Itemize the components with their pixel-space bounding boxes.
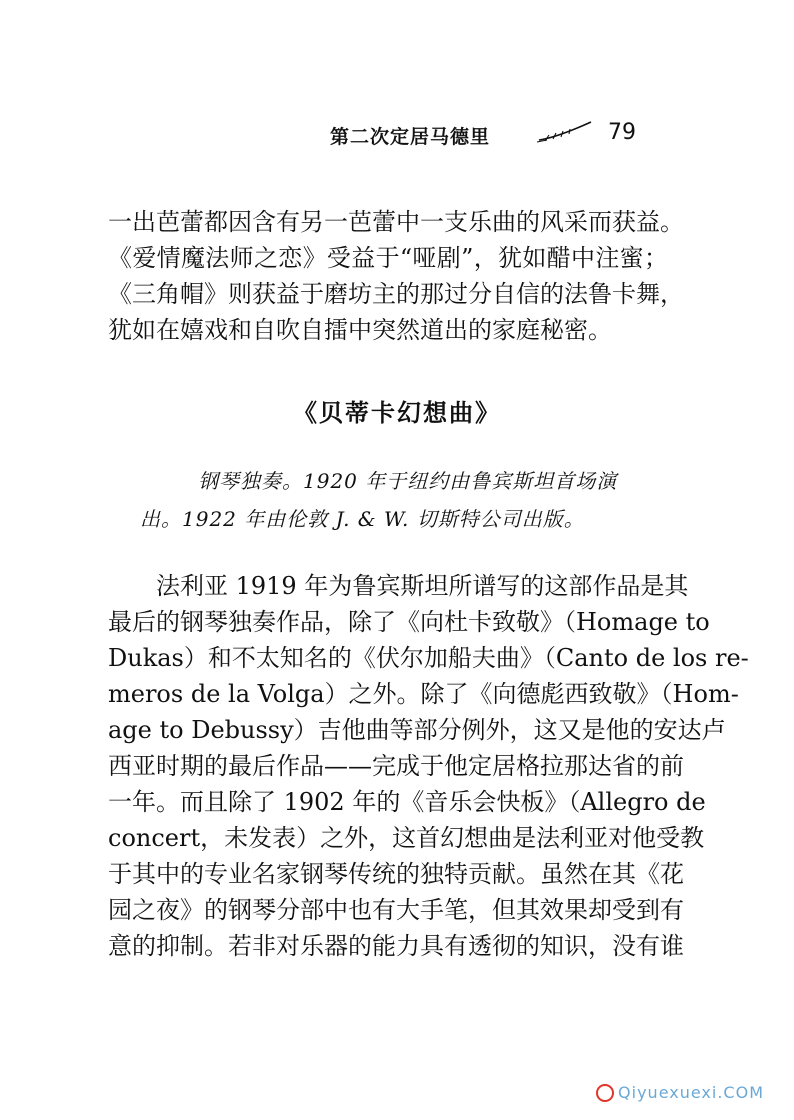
top-paragraph <box>108 204 684 348</box>
text-line: 一出芭蕾都因含有另一芭蕾中一支乐曲的风采而获益。 <box>108 208 684 236</box>
text-line: meros de la Volga）之外。除了《向德彪西致敬》（Hom- <box>108 680 739 708</box>
main-paragraph <box>108 568 749 964</box>
text-line: 意的抑制。若非对乐器的能力具有透彻的知识，没有谁 <box>108 932 684 960</box>
section-title: 《贝蒂卡幻想曲》 <box>293 399 501 427</box>
text-line: 西亚时期的最后作品——完成于他定居格拉那达省的前 <box>108 752 684 780</box>
text-line: 最后的钢琴独奏作品，除了《向杜卡致敬》（Homage to <box>108 608 710 636</box>
watermark-text: Qiyuexuexi.COM <box>618 1083 764 1102</box>
text-line: 《三角帽》则获益于磨坊主的那过分自信的法鲁卡舞， <box>108 280 684 308</box>
text-line: 犹如在嬉戏和自吹自擂中突然道出的家庭秘密。 <box>108 316 612 344</box>
text-line: 一年。而且除了 1902 年的《音乐会快板》（Allegro de <box>108 788 706 816</box>
note-line: 钢琴独奏。1920 年于纽约由鲁宾斯坦首场演 <box>198 469 618 493</box>
text-line: 法利亚 1919 年为鲁宾斯坦所谱写的这部作品是其 <box>156 572 689 600</box>
quill-ornament-icon <box>535 120 595 146</box>
running-header <box>330 118 650 152</box>
text-line: 园之夜》的钢琴分部中也有大手笔，但其效果却受到有 <box>108 896 684 924</box>
running-title: 第二次定居马德里 <box>330 126 491 148</box>
watermark-logo-icon <box>596 1084 614 1102</box>
text-line: concert，未发表）之外，这首幻想曲是法利亚对他受教 <box>108 824 705 852</box>
work-note <box>140 462 660 538</box>
text-line: Dukas）和不太知名的《伏尔加船夫曲》（Canto de los re- <box>108 644 749 672</box>
text-line: age to Debussy）吉他曲等部分例外，这又是他的安达卢 <box>108 716 726 744</box>
text-line: 于其中的专业名家钢琴传统的独特贡献。虽然在其《花 <box>108 860 684 888</box>
text-line: 《爱情魔法师之恋》受益于“哑剧”，犹如醋中注蜜； <box>108 244 668 272</box>
note-line: 出。1922 年由伦敦 J. & W. 切斯特公司出版。 <box>140 507 585 531</box>
watermark <box>596 1083 764 1102</box>
page-number: 79 <box>608 120 636 145</box>
